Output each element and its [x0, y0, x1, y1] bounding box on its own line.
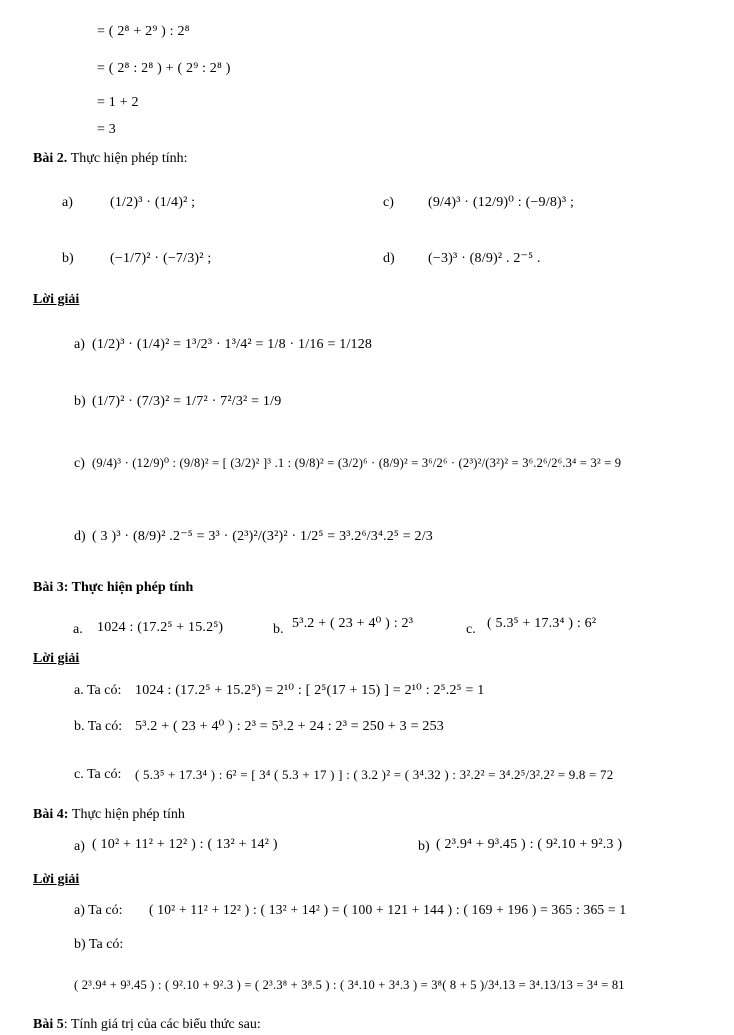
- bai3-problem-expr: 1024 : (17.2⁵ + 15.2⁵): [97, 620, 224, 635]
- bai2-solution-title: Lời giải: [33, 292, 80, 307]
- bai2-problem-expr: (−1/7)² · (−7/3)² ;: [110, 251, 212, 266]
- bai4-problem-label: a): [74, 839, 85, 854]
- intro-step: = ( 2⁸ + 2⁹ ) : 2⁸: [97, 24, 190, 39]
- bai2-solution-label: c): [74, 456, 85, 471]
- bai4-title-rest: Thực hiện phép tính: [71, 807, 185, 822]
- bai2-solution-label: d): [74, 529, 86, 544]
- bai2-problem-label: d): [383, 251, 395, 266]
- bai3-problem-expr: ( 5.3⁵ + 17.3⁴ ) : 6²: [487, 616, 597, 631]
- bai2-title-rest: Thực hiện phép tính:: [70, 151, 188, 166]
- bai3-solution-label: b. Ta có:: [74, 719, 123, 734]
- bai3-solution-title: Lời giải: [33, 651, 80, 666]
- bai4-solution-label: a) Ta có:: [74, 903, 123, 918]
- intro-step: = 3: [97, 122, 116, 137]
- bai3-problem-label: b.: [273, 622, 284, 637]
- bai3-problem-label: c.: [466, 622, 476, 637]
- bai3-problem-label: a.: [73, 622, 83, 637]
- bai2-problem-label: a): [62, 195, 73, 210]
- bai5-heading: [33, 1018, 261, 1032]
- bai2-heading: [33, 152, 188, 166]
- bai2-solution-label: a): [74, 337, 85, 352]
- bai3-solution-label: c. Ta có:: [74, 767, 122, 782]
- bai2-solution-expr: (1/2)³ · (1/4)² = 1³/2³ · 1³/4² = 1/8 · 1/16 = 1/128: [92, 337, 373, 352]
- bai2-title: Bài 2.: [33, 151, 68, 166]
- bai2-problem-label: c): [383, 195, 394, 210]
- bai2-problem-expr: (1/2)³ · (1/4)² ;: [110, 195, 196, 210]
- bai2-solution-expr: (1/7)² · (7/3)² = 1/7² · 7²/3² = 1/9: [92, 394, 282, 409]
- bai3-solution-expr: 5³.2 + ( 23 + 4⁰ ) : 2³ = 5³.2 + 24 : 2³ = 250 + 3 = 253: [135, 719, 444, 734]
- bai4-title: Bài 4:: [33, 807, 69, 822]
- bai4-problem-expr: ( 10² + 11² + 12² ) : ( 13² + 14² ): [92, 837, 278, 852]
- bai4-solution-title: Lời giải: [33, 872, 80, 887]
- bai4-heading: [33, 808, 185, 822]
- bai4-solution-expr: ( 2³.9⁴ + 9³.45 ) : ( 9².10 + 9².3 ) = ( 2³.3⁸ + 3⁸.5 ) : ( 3⁴.10 + 3⁴.3 ) = 3⁸( 8 + 5 )/3⁴.13 = 3⁴.13/13 = 3⁴ = 81: [74, 978, 625, 992]
- bai3-heading: Bài 3: Thực hiện phép tính: [33, 580, 194, 595]
- bai3-solution-expr: ( 5.3⁵ + 17.3⁴ ) : 6² = [ 3⁴ ( 5.3 + 17 ) ] : ( 3.2 )² = ( 3⁴.32 ) : 3².2² = 3⁴.2⁵/3².2² = 9.8 = 72: [135, 767, 614, 782]
- bai2-problem-expr: (9/4)³ · (12/9)⁰ : (−9/8)³ ;: [428, 195, 575, 210]
- bai2-problem-expr: (−3)³ · (8/9)² . 2⁻⁵ .: [428, 251, 541, 266]
- bai2-problem-label: b): [62, 251, 74, 266]
- intro-step: = ( 2⁸ : 2⁸ ) + ( 2⁹ : 2⁸ ): [97, 61, 231, 76]
- bai4-problem-expr: ( 2³.9⁴ + 9³.45 ) : ( 9².10 + 9².3 ): [436, 837, 623, 852]
- bai3-problem-expr: 5³.2 + ( 23 + 4⁰ ) : 2³: [292, 616, 414, 631]
- bai5-title: Bài 5: [33, 1017, 64, 1032]
- bai2-solution-label: b): [74, 394, 86, 409]
- bai4-solution-expr: ( 10² + 11² + 12² ) : ( 13² + 14² ) = ( 100 + 121 + 144 ) : ( 169 + 196 ) = 365 : 365 = 1: [149, 902, 627, 917]
- bai5-title-rest: : Tính giá trị của các biểu thức sau:: [63, 1017, 261, 1032]
- bai2-solution-expr: ( 3 )³ · (8/9)² .2⁻⁵ = 3³ · (2³)²/(3²)² · 1/2⁵ = 3³.2⁶/3⁴.2⁵ = 2/3: [92, 529, 433, 544]
- bai2-solution-expr: (9/4)³ · (12/9)⁰ : (9/8)² = [ (3/2)² ]³ .1 : (9/8)² = (3/2)⁶ · (8/9)² = 3⁶/2⁶ · (2³)²/(3²)² = 3⁶.2⁶/2⁶.3⁴ = 3² = 9: [92, 456, 622, 470]
- intro-step: = 1 + 2: [97, 95, 139, 110]
- bai3-solution-expr: 1024 : (17.2⁵ + 15.2⁵) = 2¹⁰ : [ 2⁵(17 + 15) ] = 2¹⁰ : 2⁵.2⁵ = 1: [135, 683, 485, 698]
- bai4-problem-label: b): [418, 839, 430, 854]
- bai3-solution-label: a. Ta có:: [74, 683, 122, 698]
- bai4-solution-label: b) Ta có:: [74, 937, 124, 952]
